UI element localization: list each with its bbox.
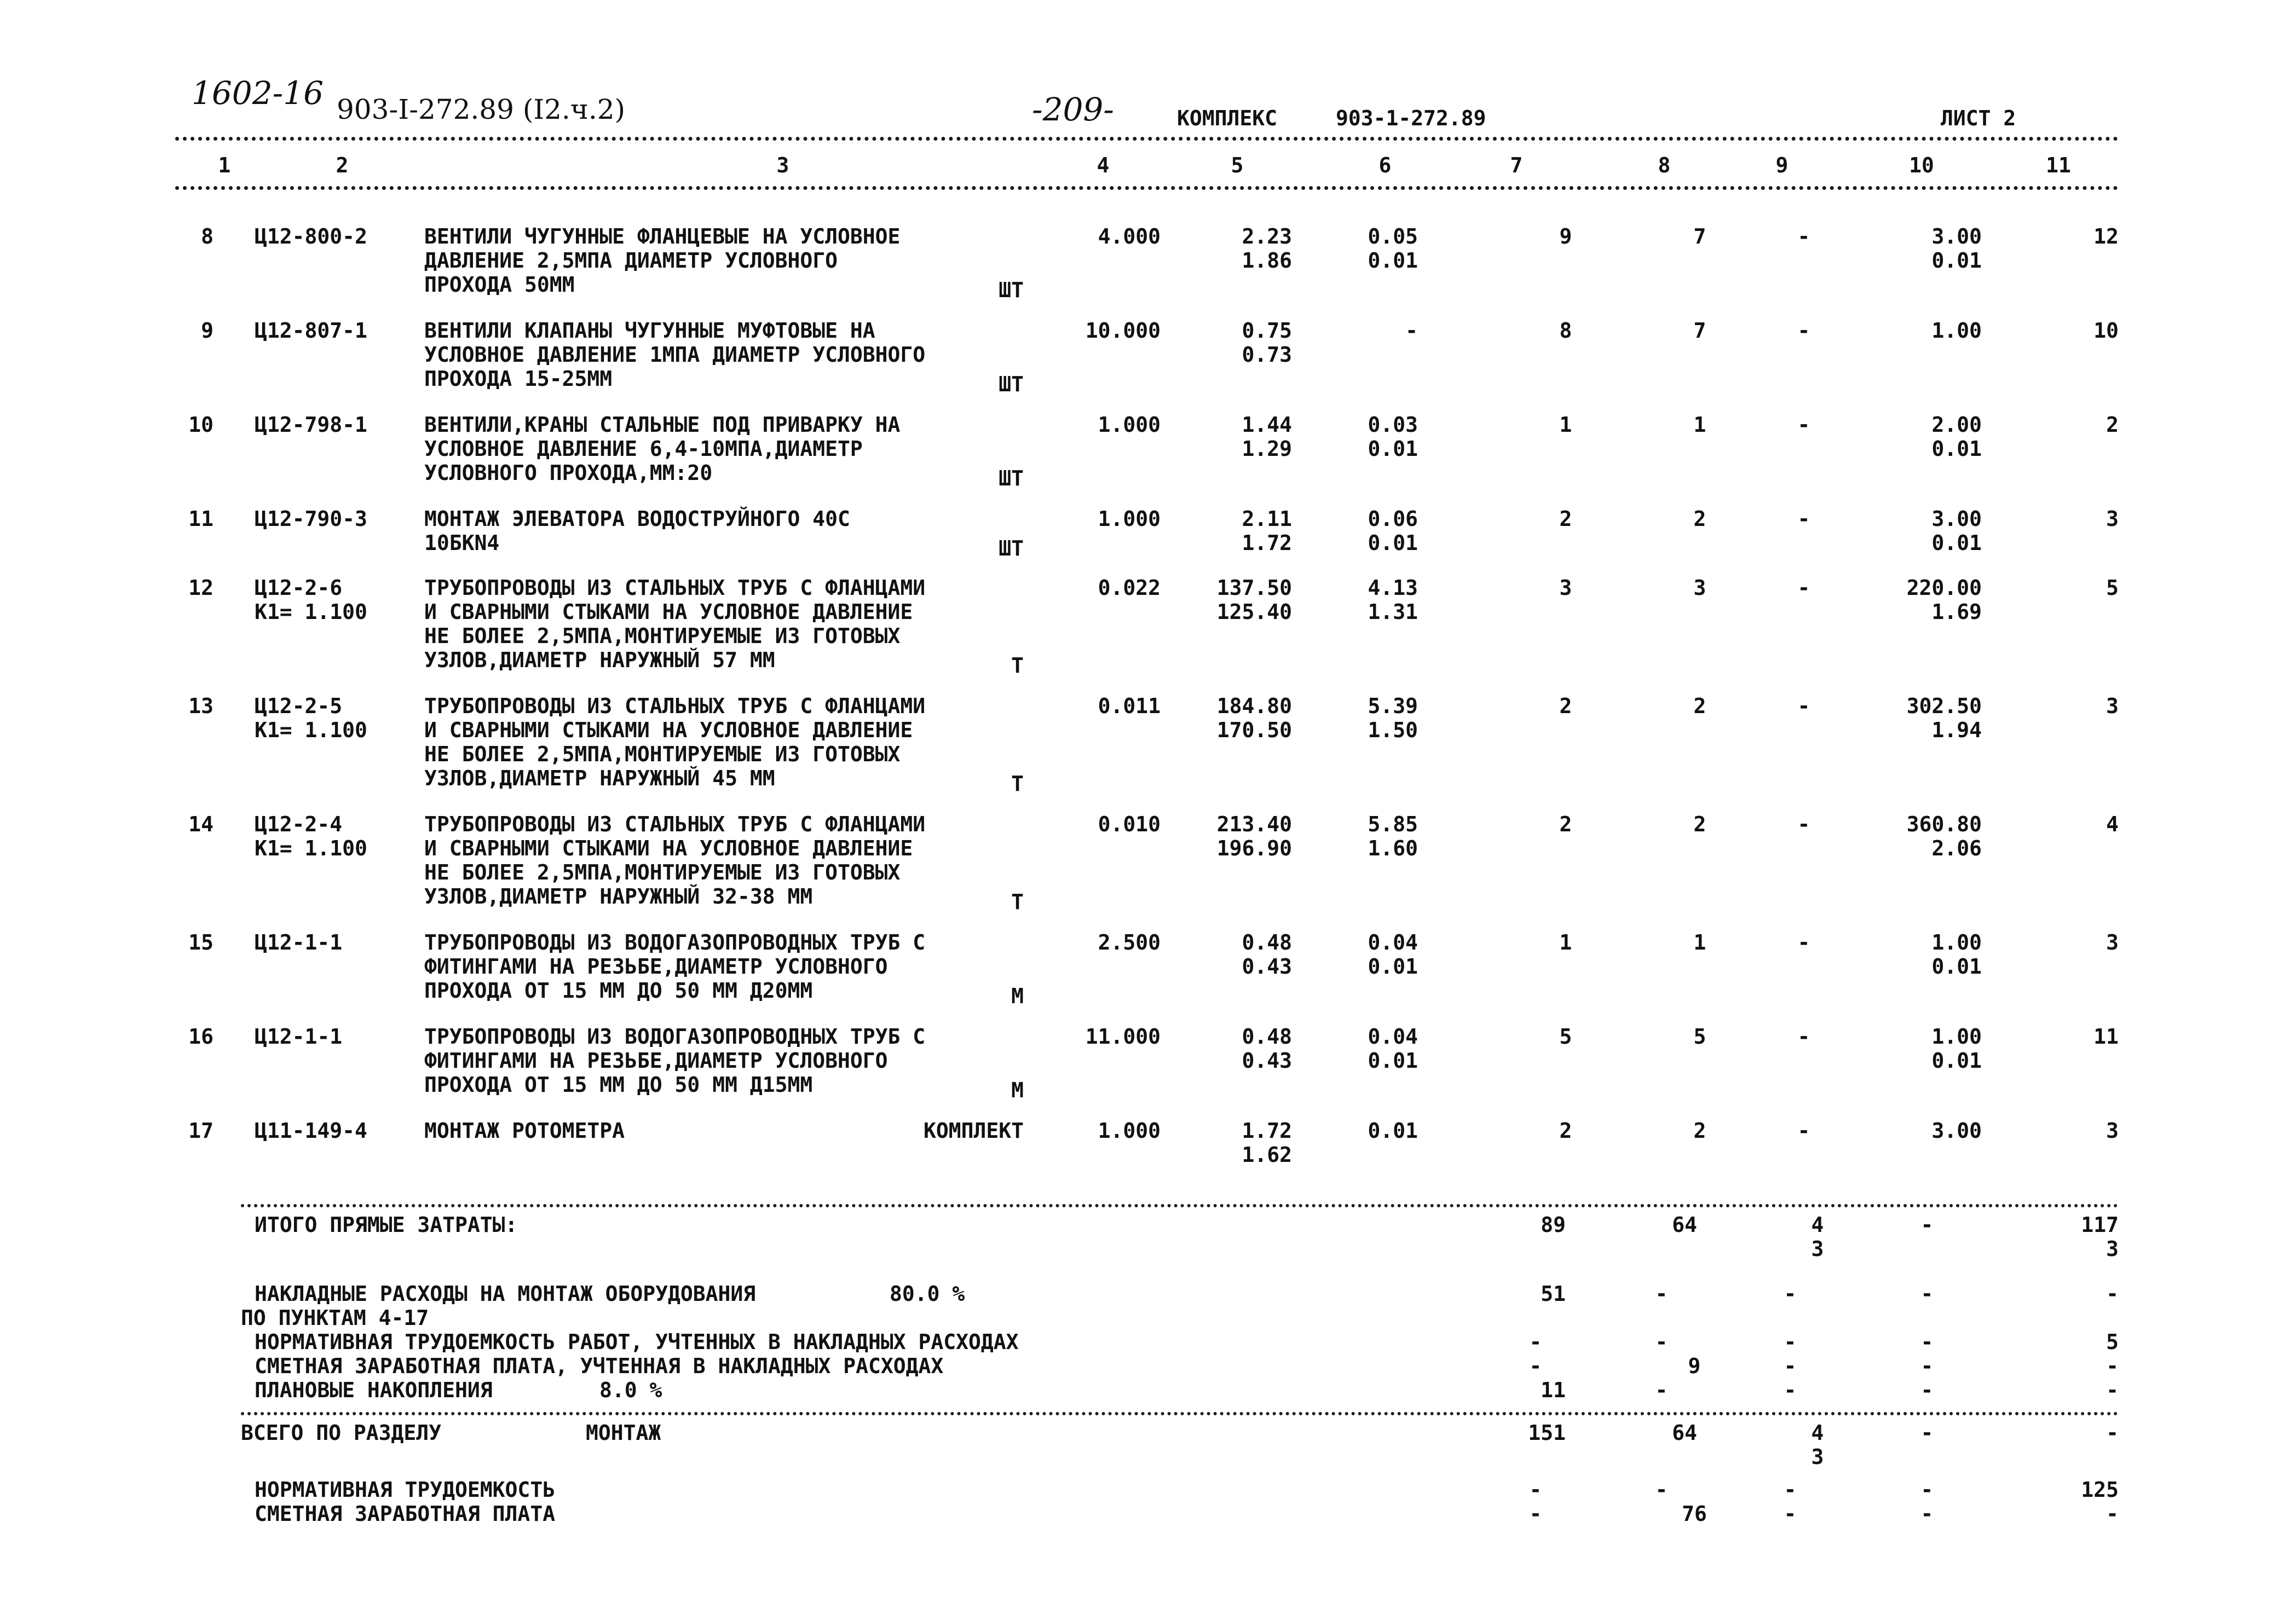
work-description: НЕ БОЛЕЕ 2,5МПА,МОНТИРУЕМЫЕ ИЗ ГОТОВЫХ — [424, 624, 901, 648]
row-number: 13 — [188, 694, 214, 718]
work-description: УЗЛОВ,ДИАМЕТР НАРУЖНЫЙ 57 ММ — [424, 648, 775, 672]
savings-c10: - — [1920, 1378, 1934, 1402]
section-c9a: 4 — [1811, 1421, 1824, 1445]
unit-of-measure: ШТ — [999, 372, 1024, 396]
rate-code: Ц12-2-5 — [255, 694, 343, 718]
norm-c9: - — [1784, 1478, 1797, 1502]
work-description: ТРУБОПРОВОДЫ ИЗ СТАЛЬНЫХ ТРУБ С ФЛАНЦАМИ — [424, 576, 926, 600]
labor-c10: - — [1920, 1330, 1934, 1354]
labor-unit: 2.00 — [1931, 413, 1982, 437]
wage-cost: 5.85 — [1368, 812, 1418, 836]
unit-of-measure: ШТ — [999, 278, 1024, 302]
labor-unit: 3.00 — [1931, 224, 1982, 248]
unit-of-measure: Т — [1011, 772, 1024, 796]
row-number: 10 — [188, 413, 214, 437]
wage-c11: - — [2106, 1354, 2119, 1378]
wage-cost: 0.01 — [1368, 531, 1418, 555]
labor-unit: 1.94 — [1931, 718, 1982, 742]
wage-total: 2 — [1693, 812, 1706, 836]
unit-cost: 0.43 — [1242, 1049, 1292, 1073]
wage-cost: 1.31 — [1368, 600, 1418, 624]
labor-total: 5 — [2106, 576, 2119, 600]
labor-unit: 1.00 — [1931, 930, 1982, 954]
overhead-c7: 51 — [1541, 1282, 1566, 1306]
row-number: 17 — [188, 1119, 214, 1143]
direct-c7: 89 — [1541, 1213, 1566, 1237]
work-description: И СВАРНЫМИ СТЫКАМИ НА УСЛОВНОЕ ДАВЛЕНИЕ — [424, 600, 913, 624]
rate-code: К1= 1.100 — [255, 836, 367, 860]
machine-cost: - — [1797, 507, 1810, 531]
rate-code: Ц12-1-1 — [255, 1025, 343, 1049]
payroll-c8: 76 — [1682, 1502, 1707, 1526]
wage-label: СМЕТНАЯ ЗАРАБОТНАЯ ПЛАТА, УЧТЕННАЯ В НАКЛАДНЫХ РАСХОДАХ — [255, 1354, 944, 1378]
row-number: 14 — [188, 812, 214, 836]
direct-costs-label: ИТОГО ПРЯМЫЕ ЗАТРАТЫ: — [255, 1213, 518, 1237]
work-description: МОНТАЖ РОТОМЕТРА — [424, 1119, 625, 1143]
row-number: 16 — [188, 1025, 214, 1049]
rate-code: Ц12-1-1 — [255, 930, 343, 954]
unit-of-measure: Т — [1011, 890, 1024, 914]
payroll-c11: - — [2106, 1502, 2119, 1526]
complex-code: 903-1-272.89 — [1336, 106, 1486, 130]
wage-total: 1 — [1693, 930, 1706, 954]
wage-cost: 0.03 — [1368, 413, 1418, 437]
unit-cost: 0.48 — [1242, 930, 1292, 954]
row-number: 8 — [201, 224, 214, 248]
work-description: ТРУБОПРОВОДЫ ИЗ ВОДОГАЗОПРОВОДНЫХ ТРУБ С — [424, 930, 926, 954]
unit-cost: 0.43 — [1242, 954, 1292, 979]
wage-cost: 0.01 — [1368, 248, 1418, 273]
machine-cost: - — [1797, 694, 1810, 718]
work-description: УСЛОВНОГО ПРОХОДА,ММ:20 — [424, 461, 713, 485]
direct-c11b: 3 — [2106, 1237, 2119, 1261]
wage-c7: - — [1529, 1354, 1542, 1378]
labor-unit: 0.01 — [1931, 437, 1982, 461]
wage-cost: 0.04 — [1368, 930, 1418, 954]
quantity: 4.000 — [1098, 224, 1161, 248]
unit-cost: 170.50 — [1216, 718, 1292, 742]
savings-c9: - — [1784, 1378, 1797, 1402]
section-rule — [241, 1412, 2119, 1415]
savings-c8: - — [1655, 1378, 1668, 1402]
unit-cost: 2.23 — [1242, 224, 1292, 248]
work-description: МОНТАЖ ЭЛЕВАТОРА ВОДОСТРУЙНОГО 40С — [424, 507, 850, 531]
wage-cost: 0.04 — [1368, 1025, 1418, 1049]
items-label: ПО ПУНКТАМ 4-17 — [241, 1306, 429, 1330]
work-description: ВЕНТИЛИ КЛАПАНЫ ЧУГУННЫЕ МУФТОВЫЕ НА — [424, 319, 875, 343]
work-description: 10БКN4 — [424, 531, 500, 555]
unit-cost: 0.48 — [1242, 1025, 1292, 1049]
total-cost: 2 — [1559, 694, 1572, 718]
machine-cost: - — [1797, 319, 1810, 343]
wage-cost: 4.13 — [1368, 576, 1418, 600]
unit-cost: 1.29 — [1242, 437, 1292, 461]
unit-cost: 1.86 — [1242, 248, 1292, 273]
labor-unit: 0.01 — [1931, 954, 1982, 979]
quantity: 10.000 — [1085, 319, 1161, 343]
unit-cost: 1.72 — [1242, 531, 1292, 555]
section-name: МОНТАЖ — [586, 1421, 661, 1445]
unit-cost: 1.44 — [1242, 413, 1292, 437]
labor-unit: 302.50 — [1906, 694, 1982, 718]
savings-label: ПЛАНОВЫЕ НАКОПЛЕНИЯ — [255, 1378, 493, 1402]
sheet-label: ЛИСТ 2 — [1941, 106, 2016, 130]
norm-label: НОРМАТИВНАЯ ТРУДОЕМКОСТЬ — [255, 1478, 556, 1502]
column-number-2: 2 — [336, 153, 349, 177]
wage-cost: 1.60 — [1368, 836, 1418, 860]
overhead-c11: - — [2106, 1282, 2119, 1306]
machine-cost: - — [1797, 812, 1810, 836]
direct-c10: - — [1920, 1213, 1934, 1237]
unit-cost: 0.73 — [1242, 343, 1292, 367]
rate-code: Ц12-807-1 — [255, 319, 367, 343]
work-description: ПРОХОДА 15-25ММ — [424, 367, 613, 391]
unit-of-measure: М — [1011, 984, 1024, 1008]
work-description: УЗЛОВ,ДИАМЕТР НАРУЖНЫЙ 45 ММ — [424, 766, 775, 790]
totals-rule — [241, 1204, 2119, 1207]
wage-c9: - — [1784, 1354, 1797, 1378]
work-description: ФИТИНГАМИ НА РЕЗЬБЕ,ДИАМЕТР УСЛОВНОГО — [424, 954, 888, 979]
section-c7: 151 — [1528, 1421, 1566, 1445]
total-cost: 1 — [1559, 930, 1572, 954]
rate-code: Ц12-790-3 — [255, 507, 367, 531]
quantity: 1.000 — [1098, 413, 1161, 437]
total-cost: 2 — [1559, 507, 1572, 531]
column-number-11: 11 — [2046, 153, 2071, 177]
rate-code: Ц12-2-4 — [255, 812, 343, 836]
labor-c7: - — [1529, 1330, 1542, 1354]
rate-code: Ц12-800-2 — [255, 224, 367, 248]
unit-cost: 125.40 — [1216, 600, 1292, 624]
wage-cost: 0.01 — [1368, 1049, 1418, 1073]
payroll-c7: - — [1529, 1502, 1542, 1526]
row-number: 15 — [188, 930, 214, 954]
column-number-6: 6 — [1378, 153, 1392, 177]
norm-c10: - — [1920, 1478, 1934, 1502]
labor-total: 3 — [2106, 694, 2119, 718]
unit-cost: 2.11 — [1242, 507, 1292, 531]
rate-code: Ц11-149-4 — [255, 1119, 367, 1143]
unit-cost: 0.75 — [1242, 319, 1292, 343]
rate-code: К1= 1.100 — [255, 600, 367, 624]
section-label: ВСЕГО ПО РАЗДЕЛУ — [241, 1421, 442, 1445]
direct-c9a: 4 — [1811, 1213, 1824, 1237]
unit-cost: 137.50 — [1216, 576, 1292, 600]
unit-of-measure: ШТ — [999, 466, 1024, 490]
labor-total: 11 — [2093, 1025, 2119, 1049]
unit-cost: 1.62 — [1242, 1143, 1292, 1167]
rate-code: К1= 1.100 — [255, 718, 367, 742]
header-top-rule — [175, 137, 2119, 141]
labor-unit: 0.01 — [1931, 1049, 1982, 1073]
labor-total: 3 — [2106, 930, 2119, 954]
savings-c11: - — [2106, 1378, 2119, 1402]
row-number: 12 — [188, 576, 214, 600]
unit-cost: 184.80 — [1216, 694, 1292, 718]
wage-cost: - — [1405, 319, 1418, 343]
work-description: ФИТИНГАМИ НА РЕЗЬБЕ,ДИАМЕТР УСЛОВНОГО — [424, 1049, 888, 1073]
column-number-3: 3 — [776, 153, 789, 177]
total-cost: 2 — [1559, 812, 1572, 836]
total-cost: 5 — [1559, 1025, 1572, 1049]
direct-c8: 64 — [1672, 1213, 1697, 1237]
quantity: 11.000 — [1085, 1025, 1161, 1049]
quantity: 2.500 — [1098, 930, 1161, 954]
labor-total: 3 — [2106, 507, 2119, 531]
work-description: УСЛОВНОЕ ДАВЛЕНИЕ 1МПА ДИАМЕТР УСЛОВНОГО — [424, 343, 926, 367]
wage-total: 5 — [1693, 1025, 1706, 1049]
handwritten-ref: 1602-16 — [192, 74, 324, 112]
wage-c8: 9 — [1688, 1354, 1701, 1378]
machine-cost: - — [1797, 224, 1810, 248]
work-description: ПРОХОДА 50ММ — [424, 273, 575, 297]
rate-code: Ц12-798-1 — [255, 413, 367, 437]
quantity: 1.000 — [1098, 1119, 1161, 1143]
labor-total: 12 — [2093, 224, 2119, 248]
wage-total: 2 — [1693, 507, 1706, 531]
work-description: УСЛОВНОЕ ДАВЛЕНИЕ 6,4-10МПА,ДИАМЕТР — [424, 437, 863, 461]
norm-c7: - — [1529, 1478, 1542, 1502]
unit-of-measure: Т — [1011, 653, 1024, 678]
labor-unit: 0.01 — [1931, 248, 1982, 273]
savings-pct: 8.0 % — [599, 1378, 662, 1402]
norm-c8: - — [1655, 1478, 1668, 1502]
total-cost: 2 — [1559, 1119, 1572, 1143]
unit-of-measure: М — [1011, 1078, 1024, 1102]
work-description: ПРОХОДА ОТ 15 ММ ДО 50 ММ Д15ММ — [424, 1073, 813, 1097]
work-description: ДАВЛЕНИЕ 2,5МПА ДИАМЕТР УСЛОВНОГО — [424, 248, 838, 273]
labor-unit: 2.06 — [1931, 836, 1982, 860]
machine-cost: - — [1797, 1025, 1810, 1049]
work-description: ТРУБОПРОВОДЫ ИЗ СТАЛЬНЫХ ТРУБ С ФЛАНЦАМИ — [424, 694, 926, 718]
quantity: 0.022 — [1098, 576, 1161, 600]
labor-unit: 0.01 — [1931, 531, 1982, 555]
work-description: ТРУБОПРОВОДЫ ИЗ ВОДОГАЗОПРОВОДНЫХ ТРУБ С — [424, 1025, 926, 1049]
machine-cost: - — [1797, 413, 1810, 437]
labor-unit: 1.69 — [1931, 600, 1982, 624]
column-number-8: 8 — [1658, 153, 1671, 177]
row-number: 11 — [188, 507, 214, 531]
quantity: 0.011 — [1098, 694, 1161, 718]
wage-total: 2 — [1693, 1119, 1706, 1143]
work-description: НЕ БОЛЕЕ 2,5МПА,МОНТИРУЕМЫЕ ИЗ ГОТОВЫХ — [424, 742, 901, 766]
total-cost: 3 — [1559, 576, 1572, 600]
labor-unit: 220.00 — [1906, 576, 1982, 600]
wage-cost: 0.05 — [1368, 224, 1418, 248]
payroll-c9: - — [1784, 1502, 1797, 1526]
labor-total: 10 — [2093, 319, 2119, 343]
rate-code: Ц12-2-6 — [255, 576, 343, 600]
row-number: 9 — [201, 319, 214, 343]
section-c10: - — [1920, 1421, 1934, 1445]
wage-cost: 1.50 — [1368, 718, 1418, 742]
complex-label: КОМПЛЕКС — [1177, 106, 1278, 130]
labor-c8: - — [1655, 1330, 1668, 1354]
direct-c11a: 117 — [2081, 1213, 2119, 1237]
wage-cost: 0.06 — [1368, 507, 1418, 531]
labor-unit: 3.00 — [1931, 1119, 1982, 1143]
machine-cost: - — [1797, 576, 1810, 600]
work-description: ВЕНТИЛИ,КРАНЫ СТАЛЬНЫЕ ПОД ПРИВАРКУ НА — [424, 413, 901, 437]
column-number-5: 5 — [1231, 153, 1244, 177]
wage-cost: 0.01 — [1368, 954, 1418, 979]
labor-total: 2 — [2106, 413, 2119, 437]
wage-total: 7 — [1693, 319, 1706, 343]
wage-cost: 0.01 — [1368, 1119, 1418, 1143]
header-bottom-rule — [175, 186, 2119, 190]
labor-label: НОРМАТИВНАЯ ТРУДОЕМКОСТЬ РАБОТ, УЧТЕННЫХ В НАКЛАДНЫХ РАСХОДАХ — [255, 1330, 1019, 1354]
labor-unit: 1.00 — [1931, 319, 1982, 343]
overhead-label: НАКЛАДНЫЕ РАСХОДЫ НА МОНТАЖ ОБОРУДОВАНИЯ — [255, 1282, 756, 1306]
labor-total: 4 — [2106, 812, 2119, 836]
work-description: И СВАРНЫМИ СТЫКАМИ НА УСЛОВНОЕ ДАВЛЕНИЕ — [424, 836, 913, 860]
doc-code: 903-I-272.89 (I2.ч.2) — [337, 94, 626, 125]
column-number-7: 7 — [1510, 153, 1523, 177]
overhead-c9: - — [1784, 1282, 1797, 1306]
total-cost: 1 — [1559, 413, 1572, 437]
unit-of-measure: ШТ — [999, 536, 1024, 560]
labor-total: 3 — [2106, 1119, 2119, 1143]
unit-of-measure: КОМПЛЕКТ — [923, 1119, 1024, 1143]
overhead-c10: - — [1920, 1282, 1934, 1306]
section-c11: - — [2106, 1421, 2119, 1445]
work-description: ТРУБОПРОВОДЫ ИЗ СТАЛЬНЫХ ТРУБ С ФЛАНЦАМИ — [424, 812, 926, 836]
labor-c9: - — [1784, 1330, 1797, 1354]
total-cost: 8 — [1559, 319, 1572, 343]
labor-unit: 360.80 — [1906, 812, 1982, 836]
work-description: УЗЛОВ,ДИАМЕТР НАРУЖНЫЙ 32-38 ММ — [424, 884, 813, 908]
wage-cost: 5.39 — [1368, 694, 1418, 718]
savings-c7: 11 — [1541, 1378, 1566, 1402]
work-description: ВЕНТИЛИ ЧУГУННЫЕ ФЛАНЦЕВЫЕ НА УСЛОВНОЕ — [424, 224, 901, 248]
norm-c11: 125 — [2081, 1478, 2119, 1502]
wage-cost: 0.01 — [1368, 437, 1418, 461]
labor-c11: 5 — [2106, 1330, 2119, 1354]
total-cost: 9 — [1559, 224, 1572, 248]
unit-cost: 1.72 — [1242, 1119, 1292, 1143]
direct-c9b: 3 — [1811, 1237, 1824, 1261]
section-c9b: 3 — [1811, 1445, 1824, 1469]
payroll-c10: - — [1920, 1502, 1934, 1526]
column-number-9: 9 — [1775, 153, 1789, 177]
column-number-1: 1 — [218, 153, 231, 177]
wage-total: 2 — [1693, 694, 1706, 718]
machine-cost: - — [1797, 930, 1810, 954]
work-description: И СВАРНЫМИ СТЫКАМИ НА УСЛОВНОЕ ДАВЛЕНИЕ — [424, 718, 913, 742]
section-c8: 64 — [1672, 1421, 1697, 1445]
overhead-pct: 80.0 % — [890, 1282, 965, 1306]
work-description: ПРОХОДА ОТ 15 ММ ДО 50 ММ Д20ММ — [424, 979, 813, 1003]
column-number-10: 10 — [1909, 153, 1934, 177]
work-description: НЕ БОЛЕЕ 2,5МПА,МОНТИРУЕМЫЕ ИЗ ГОТОВЫХ — [424, 860, 901, 884]
page-number: -209- — [1032, 91, 1114, 128]
labor-unit: 3.00 — [1931, 507, 1982, 531]
unit-cost: 213.40 — [1216, 812, 1292, 836]
payroll-label: СМЕТНАЯ ЗАРАБОТНАЯ ПЛАТА — [255, 1502, 556, 1526]
column-number-4: 4 — [1097, 153, 1110, 177]
labor-unit: 1.00 — [1931, 1025, 1982, 1049]
unit-cost: 196.90 — [1216, 836, 1292, 860]
machine-cost: - — [1797, 1119, 1810, 1143]
wage-total: 3 — [1693, 576, 1706, 600]
wage-total: 7 — [1693, 224, 1706, 248]
wage-c10: - — [1920, 1354, 1934, 1378]
wage-total: 1 — [1693, 413, 1706, 437]
quantity: 0.010 — [1098, 812, 1161, 836]
quantity: 1.000 — [1098, 507, 1161, 531]
overhead-c8: - — [1655, 1282, 1668, 1306]
